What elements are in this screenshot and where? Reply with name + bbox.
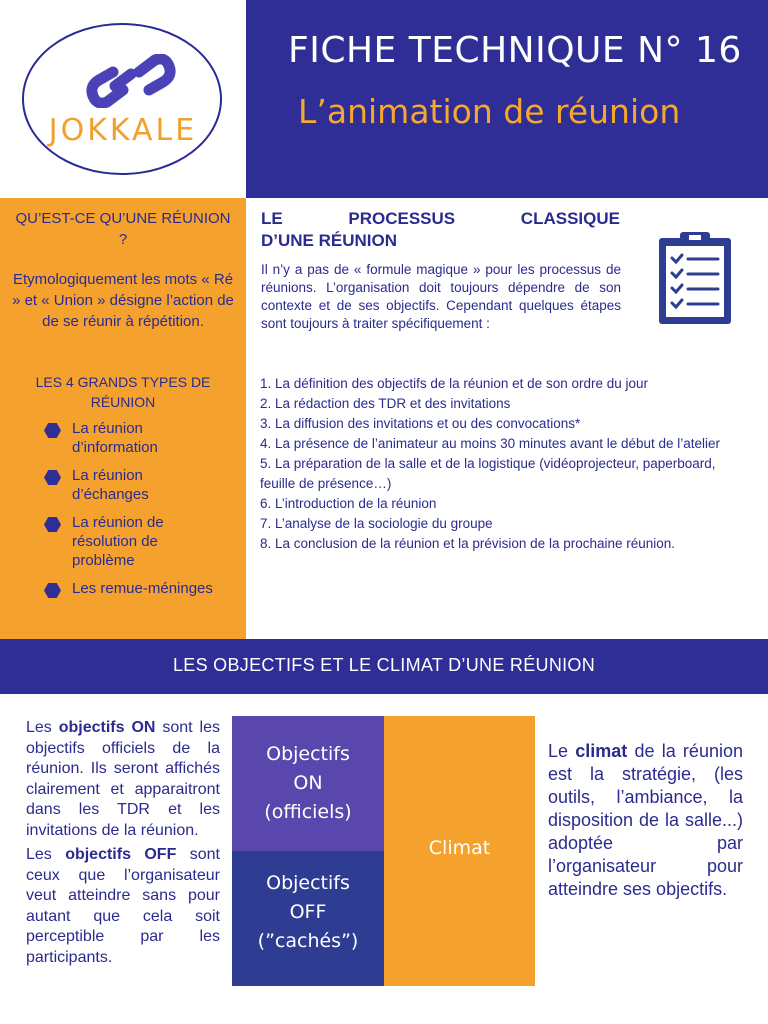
box-on-line1: Objectifs	[266, 743, 350, 765]
box-off-line1: Objectifs	[266, 872, 350, 894]
section-band	[0, 639, 768, 694]
header-banner	[246, 0, 768, 198]
box-off-line3: (”cachés”)	[257, 930, 359, 952]
list-item: 2. La rédaction des TDR et des invitations	[260, 396, 511, 411]
list-item: La réunion d’information	[44, 419, 220, 457]
list-item: 4. La présence de l’animateur au moins 30 minutes avant le début de l’atelier	[260, 436, 721, 451]
hexagon-bullet-icon	[44, 583, 61, 598]
process-title: LE PROCESSUS CLASSIQUE	[261, 209, 620, 228]
list-item: La réunion de résolution de problème	[44, 513, 220, 570]
list-item: La réunion d’échanges	[44, 466, 220, 504]
meeting-types-list	[44, 419, 220, 607]
climat-label: Climat	[428, 837, 491, 859]
sidebar-types-title: LES 4 GRANDS TYPES DE RÉUNION	[35, 374, 211, 410]
list-item: 8. La conclusion de la réunion et la prévision de la prochaine réunion.	[260, 536, 676, 551]
hexagon-bullet-icon	[44, 423, 61, 438]
section-title: LES OBJECTIFS ET LE CLIMAT D’UNE RÉUNION	[172, 655, 596, 675]
process-steps-list	[260, 374, 746, 554]
list-item: 5. La préparation de la salle et de la logistique (vidéoprojecteur, paperboard, feuille de présence…)	[260, 456, 716, 491]
sidebar	[0, 198, 246, 639]
objectives-off-paragraph: Les objectifs OFF sont ceux que l’organisateur veut atteindre sans pour autant que cela soit perceptible par les participants.	[26, 846, 220, 966]
climat-text: Le climat de la réunion est la stratégie, (les outils, l’ambiance, la disposition de la salle...) adoptée par l’organisateur pour atteindre ses objectifs.	[548, 741, 743, 899]
box-off-line2: OFF	[289, 901, 327, 923]
hexagon-bullet-icon	[44, 517, 61, 532]
sidebar-question: QU’EST-CE QU’UNE RÉUNION ?	[15, 210, 231, 248]
objectives-on-box	[232, 716, 384, 851]
sidebar-etymology: Etymologiquement les mots « Ré » et « Union » désigne l’action de de se réunir à répétition.	[12, 271, 234, 330]
objectives-text	[26, 718, 220, 972]
page-subtitle: L’animation de réunion	[298, 92, 681, 131]
box-on-line2: ON	[293, 772, 323, 794]
logo-area	[0, 0, 246, 198]
box-on-line3: (officiels)	[264, 801, 352, 823]
process-title-line2: D’UNE RÉUNION	[261, 231, 398, 250]
climat-box	[384, 716, 535, 986]
list-item: 7. L’analyse de la sociologie du groupe	[260, 516, 493, 531]
logo-wordmark: JOKKALE	[48, 113, 198, 148]
list-item: Les remue-méninges	[44, 579, 220, 598]
objectives-on-paragraph: Les objectifs ON sont les objectifs officiels de la réunion. Ils seront affichés clairement et apparaitront dans les TDR et les invitations de la réunion.	[26, 719, 220, 839]
list-item: 6. L’introduction de la réunion	[260, 496, 437, 511]
objectives-off-box	[232, 851, 384, 986]
chain-link-icon	[85, 54, 177, 108]
clipboard-checklist-icon	[656, 230, 734, 326]
process-intro: Il n’y a pas de « formule magique » pour les processus de réunions. L’organisation doit toujours dépendre de son contexte et de ses objectifs. Cependant quelques étapes sont toujours à traiter spécifiquement :	[261, 262, 621, 331]
hexagon-bullet-icon	[44, 470, 61, 485]
list-item: 3. La diffusion des invitations et ou des convocations*	[260, 416, 581, 431]
page-title: FICHE TECHNIQUE N° 16	[288, 30, 742, 71]
list-item: 1. La définition des objectifs de la réunion et de son ordre du jour	[260, 376, 649, 391]
